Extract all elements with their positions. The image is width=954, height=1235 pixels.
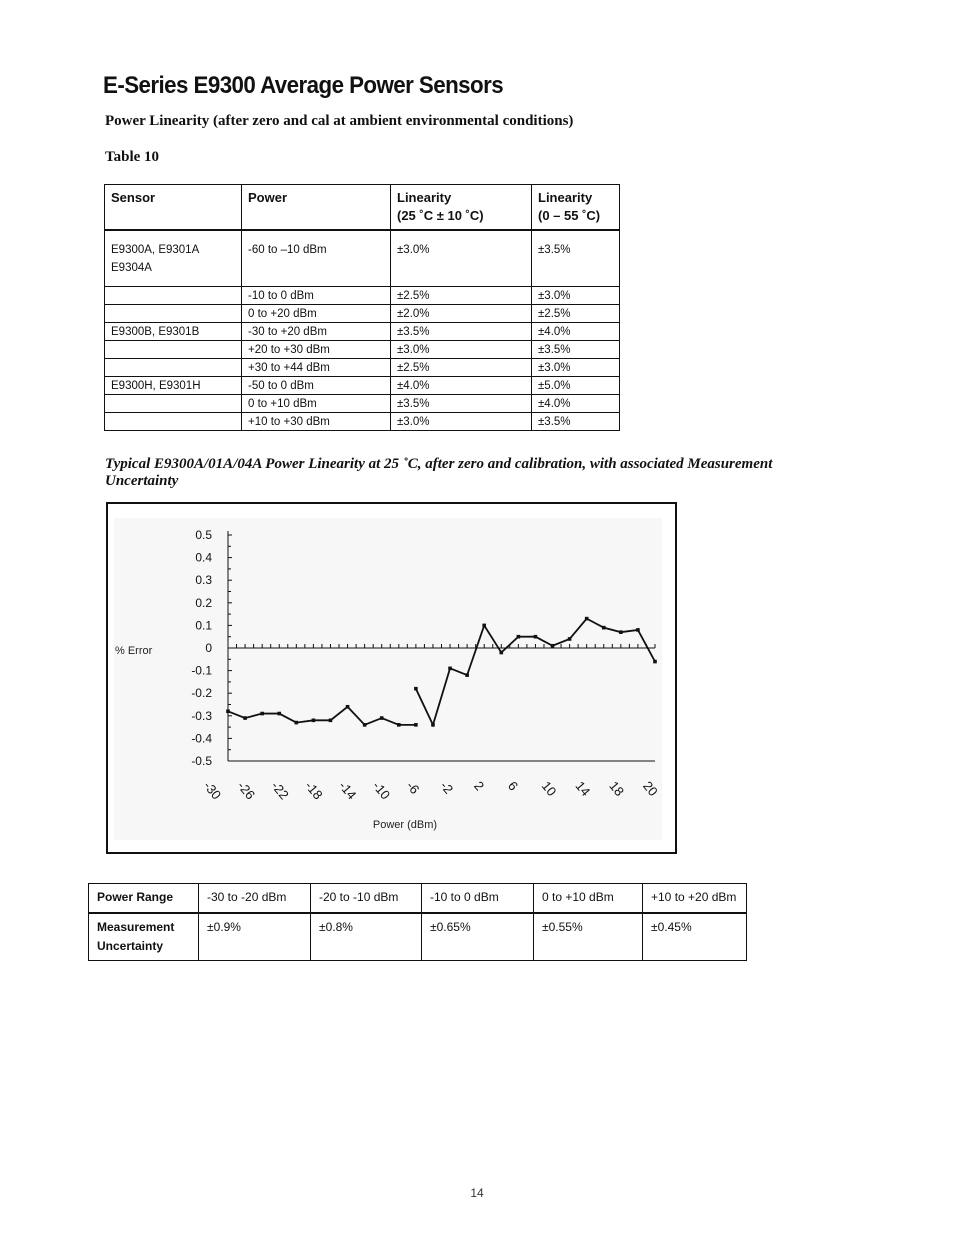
data-point: [431, 723, 435, 727]
cell-power: +20 to +30 dBm: [242, 341, 391, 359]
cell-power: 0 to +10 dBm: [242, 395, 391, 413]
cell-linearity-25c: ±3.0%: [391, 413, 532, 431]
x-tick-label: -22: [268, 778, 292, 803]
x-tick-label: -6: [403, 778, 423, 797]
y-tick-label: -0.4: [191, 731, 212, 746]
power-range-cell: +10 to +20 dBm: [643, 884, 747, 914]
page-number: 14: [470, 1186, 484, 1200]
uncertainty-cell: ±0.65%: [422, 913, 534, 961]
table-row: [105, 323, 620, 341]
cell-linearity-55c: ±5.0%: [532, 377, 620, 395]
power-range-cell: -30 to -20 dBm: [199, 884, 311, 914]
x-tick-label: -18: [302, 778, 326, 803]
uncertainty-label-line2: Uncertainty: [97, 939, 164, 953]
cell-power: -60 to –10 dBm: [242, 230, 391, 287]
data-point: [380, 716, 384, 720]
measurement-uncertainty-table: [88, 883, 747, 961]
x-axis-label: Power (dBm): [372, 819, 438, 831]
cell-power: +30 to +44 dBm: [242, 359, 391, 377]
uncertainty-cell: ±0.55%: [534, 913, 643, 961]
data-point: [312, 719, 316, 723]
table-row: [105, 359, 620, 377]
uncertainty-row: [89, 913, 747, 961]
cell-linearity-55c: ±3.0%: [532, 359, 620, 377]
data-point: [277, 712, 281, 716]
data-point: [448, 667, 452, 671]
cell-power: -10 to 0 dBm: [242, 287, 391, 305]
data-point: [636, 628, 640, 632]
data-point: [534, 635, 538, 639]
data-point: [602, 626, 606, 630]
data-point: [414, 687, 418, 691]
power-range-cell: -20 to -10 dBm: [311, 884, 422, 914]
cell-linearity-55c: ±3.0%: [532, 287, 620, 305]
data-point: [329, 719, 333, 723]
x-tick-label: -14: [335, 778, 360, 803]
y-tick-label: -0.5: [191, 754, 212, 768]
cell-linearity-25c: ±3.0%: [391, 230, 532, 287]
linearity-chart: [108, 504, 675, 852]
x-tick-label: -2: [437, 778, 457, 797]
cell-linearity-55c: ±3.5%: [532, 230, 620, 287]
cell-linearity-55c: ±4.0%: [532, 323, 620, 341]
y-tick-label: -0.3: [191, 708, 212, 723]
cell-linearity-25c: ±2.0%: [391, 305, 532, 323]
table-row: [105, 305, 620, 323]
cell-linearity-25c: ±3.5%: [391, 395, 532, 413]
cell-linearity-25c: ±3.5%: [391, 323, 532, 341]
x-tick-label: 6: [504, 778, 522, 794]
y-axis-label: % Error: [115, 645, 153, 657]
header-linearity-55c-line2: (0 – 55 ˚C): [538, 208, 601, 223]
x-tick-label: 10: [538, 778, 560, 800]
cell-linearity-25c: ±4.0%: [391, 377, 532, 395]
cell-sensor: E9300H, E9301H: [105, 377, 242, 395]
page-title: E-Series E9300 Average Power Sensors: [103, 72, 504, 99]
table-row: [105, 341, 620, 359]
section-subtitle: Power Linearity (after zero and cal at ambient environmental conditions): [105, 113, 574, 129]
y-tick-label: -0.1: [191, 663, 212, 678]
data-point: [482, 624, 486, 628]
y-tick-label: 0.4: [195, 550, 212, 565]
x-tick-label: 18: [606, 778, 628, 800]
linearity-spec-table: [104, 184, 620, 431]
power-range-cell: 0 to +10 dBm: [534, 884, 643, 914]
x-tick-label: -10: [369, 778, 394, 803]
table-row: [105, 287, 620, 305]
y-tick-label: 0.5: [195, 528, 212, 542]
x-tick-label: 2: [471, 778, 488, 794]
y-tick-label: -0.2: [191, 686, 212, 701]
data-point: [568, 637, 572, 641]
data-point: [363, 723, 367, 727]
y-tick-label: 0.2: [195, 595, 212, 610]
x-tick-label: -26: [234, 778, 259, 803]
table-row: [105, 395, 620, 413]
cell-power: +10 to +30 dBm: [242, 413, 391, 431]
linearity-chart-frame: [106, 502, 677, 854]
data-point: [653, 660, 657, 664]
cell-linearity-55c: ±4.0%: [532, 395, 620, 413]
uncertainty-cell: ±0.45%: [643, 913, 747, 961]
data-point: [517, 635, 521, 639]
table-row: [105, 230, 620, 287]
power-range-label: Power Range: [89, 884, 199, 914]
data-point: [260, 712, 264, 716]
uncertainty-label: [89, 913, 199, 961]
cell-linearity-25c: ±2.5%: [391, 359, 532, 377]
cell-sensor: [105, 341, 242, 359]
table-label: Table 10: [105, 149, 160, 165]
table-row: [105, 413, 620, 431]
cell-sensor: [105, 287, 242, 305]
y-tick-label: 0.3: [195, 573, 212, 588]
cell-sensor: [105, 395, 242, 413]
cell-linearity-25c: ±2.5%: [391, 287, 532, 305]
data-point: [346, 705, 350, 709]
data-point: [551, 644, 555, 648]
uncertainty-cell: ±0.8%: [311, 913, 422, 961]
y-tick-label: 0: [205, 641, 212, 655]
header-linearity-55c-line1: Linearity: [538, 190, 593, 205]
cell-sensor: E9300B, E9301B: [105, 323, 242, 341]
data-point: [585, 617, 589, 621]
data-point: [243, 716, 247, 720]
uncertainty-cell: ±0.9%: [199, 913, 311, 961]
header-linearity-25c: [391, 185, 532, 231]
cell-power: -30 to +20 dBm: [242, 323, 391, 341]
cell-linearity-55c: ±2.5%: [532, 305, 620, 323]
cell-linearity-55c: ±3.5%: [532, 413, 620, 431]
x-tick-label: 20: [640, 778, 661, 800]
spec-header-row: [105, 185, 620, 231]
header-sensor: Sensor: [105, 185, 242, 231]
cell-sensor: [105, 230, 242, 287]
data-point: [226, 709, 230, 713]
header-linearity-25c-line2: (25 ˚C ± 10 ˚C): [397, 208, 484, 223]
sensor-name-line2: E9304A: [111, 262, 152, 274]
table-row: [105, 377, 620, 395]
cell-linearity-55c: ±3.5%: [532, 341, 620, 359]
header-power: Power: [242, 185, 391, 231]
cell-sensor: [105, 359, 242, 377]
data-point: [499, 651, 503, 655]
y-tick-label: 0.1: [195, 618, 212, 633]
cell-power: 0 to +20 dBm: [242, 305, 391, 323]
sensor-name: E9300A, E9301A: [111, 244, 200, 256]
data-point: [414, 723, 418, 727]
x-tick-label: -30: [200, 778, 225, 803]
header-linearity-25c-line1: Linearity: [397, 190, 452, 205]
power-range-cell: -10 to 0 dBm: [422, 884, 534, 914]
chart-caption: Typical E9300A/01A/04A Power Linearity at 25 ˚C, after zero and calibration, with associated Measurement Uncertainty: [105, 456, 773, 489]
header-linearity-55c: [532, 185, 620, 231]
data-point: [465, 673, 469, 677]
uncertainty-label-line1: Measurement: [97, 920, 175, 934]
x-tick-label: 14: [572, 778, 594, 800]
data-point: [619, 630, 623, 634]
data-point: [397, 723, 401, 727]
cell-power: -50 to 0 dBm: [242, 377, 391, 395]
cell-linearity-25c: ±3.0%: [391, 341, 532, 359]
cell-sensor: [105, 305, 242, 323]
power-range-row: [89, 884, 747, 914]
cell-sensor: [105, 413, 242, 431]
data-point: [295, 721, 299, 725]
